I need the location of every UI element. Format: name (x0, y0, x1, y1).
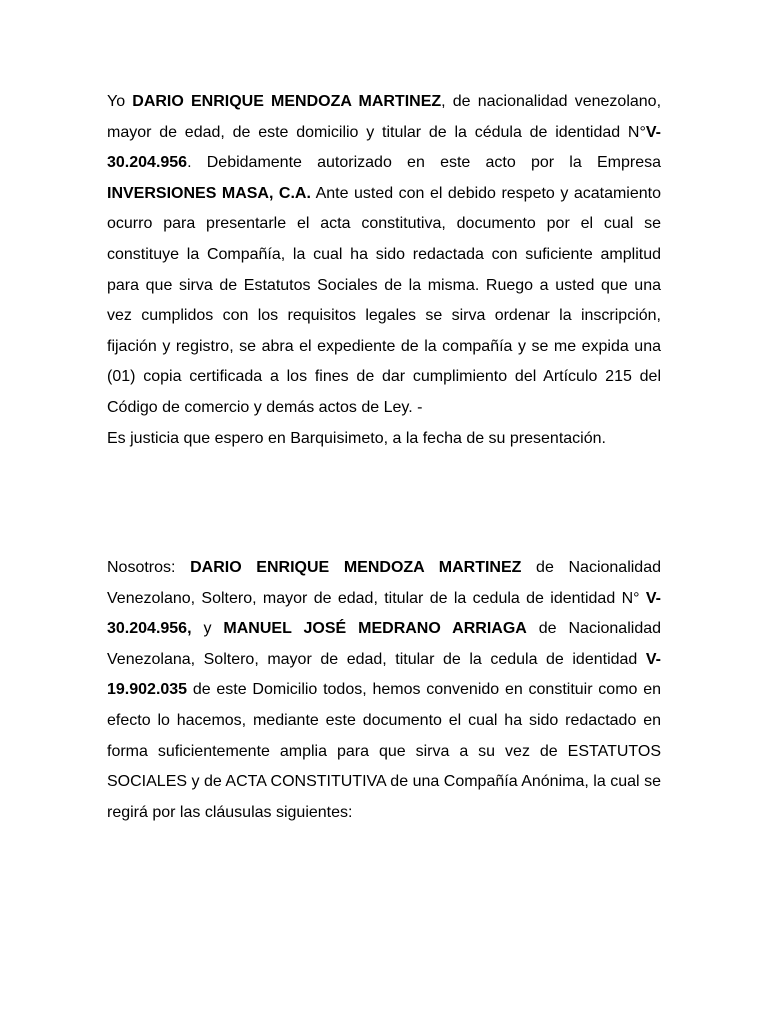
partner-id-1: V-30.204.956, (107, 589, 661, 638)
text-segment: , de nacionalidad venezolano, mayor de edad, de este domicilio y titular de la cédula de identidad N° (107, 93, 662, 141)
text-segment: de este Domicilio todos, hemos convenido en constituir como en efecto lo hacemos, mediante este documento el cual ha sido redactado en forma suficientemente amplia para que sirva a su vez de ESTATUTOS SOCIALES y de ACTA CONSTITUTIVA de una Compañía Anónima, la cual se regirá por las cláusulas siguientes: (107, 681, 661, 821)
text-segment: de Nacionalidad Venezolano, Soltero, mayor de edad, titular de la cedula de identidad N° (107, 559, 661, 607)
paragraph-acta (107, 553, 661, 828)
applicant-id-number: V-30.204.956 (107, 123, 661, 172)
text-segment: Nosotros: (107, 559, 191, 576)
closing-line: Es justicia que espero en Barquisimeto, a la fecha de su presentación. (107, 429, 606, 447)
applicant-name: DARIO ENRIQUE MENDOZA MARTINEZ (132, 93, 442, 110)
partner-name-1: DARIO ENRIQUE MENDOZA MARTINEZ (190, 559, 522, 576)
text-segment: Yo (107, 93, 133, 110)
partner-id-2: V-19.902.035 (107, 650, 661, 699)
paragraph-solicitud (107, 87, 661, 454)
text-segment: y (191, 620, 224, 638)
partner-name-2: MANUEL JOSÉ MEDRANO ARRIAGA (223, 620, 527, 638)
text-segment: Ante usted con el debido respeto y acatamiento ocurro para presentarle el acta constitutiva, documento por el cual se constituye la Compañía, la cual ha sido redactada con suficiente amplitud para que sirva de Estatutos Sociales de la misma. Ruego a usted que una vez cumplidos con los requisitos legales se sirva ordenar la inscripción, fijación y registro, se abra el expediente de la compañía y se me expida una (01) copia certificada a los fines de dar cumplimiento del Artículo 215 del Código de comercio y demás actos de Ley. - (107, 184, 661, 416)
text-segment: . Debidamente autorizado en este acto por la Empresa (187, 154, 661, 172)
company-name: INVERSIONES MASA, C.A. (107, 184, 311, 202)
text-segment: de Nacionalidad Venezolana, Soltero, mayor de edad, titular de la cedula de identidad (107, 620, 662, 668)
